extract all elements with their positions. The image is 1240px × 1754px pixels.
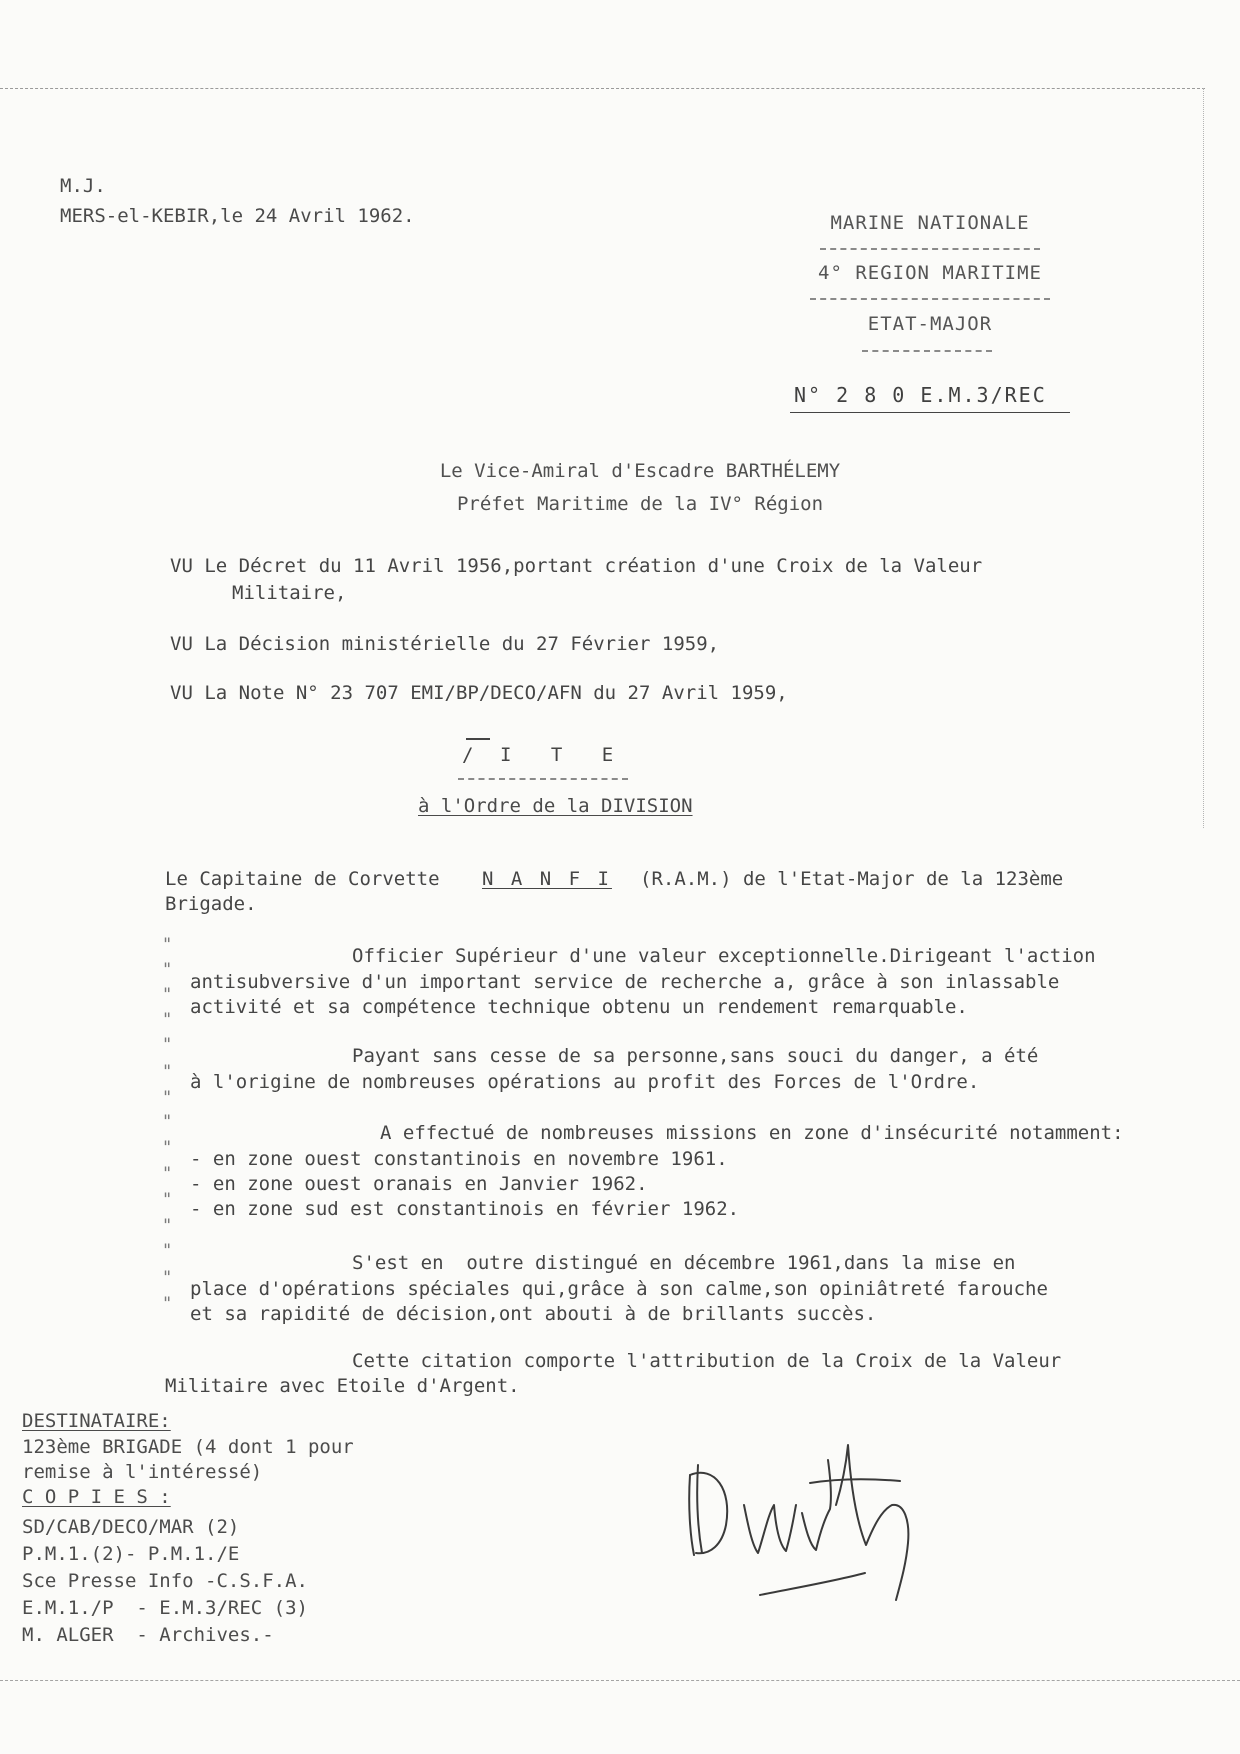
copies-line-2: P.M.1.(2)- P.M.1./E (22, 1543, 240, 1565)
p1-line-2: antisubversive d'un important service de recherche a, grâce à son inlassable (190, 971, 1060, 993)
quote-mark: " (162, 1294, 173, 1314)
p3-line-1: A effectué de nombreuses missions en zone d'insécurité notamment: (380, 1122, 1124, 1144)
p5-line-2: Militaire avec Etoile d'Argent. (165, 1375, 520, 1397)
hq-line-3: ETAT-MAJOR (867, 313, 993, 335)
reference-underline (790, 412, 1070, 413)
right-border-line (1203, 88, 1204, 828)
decorative-rule (862, 350, 992, 352)
quote-mark: " (162, 1164, 173, 1184)
citation-title-initial: / (462, 744, 474, 766)
quote-mark: " (162, 985, 173, 1005)
citation-title-stroke (466, 738, 490, 740)
reference-number: N° 2 8 0 E.M.3/REC (794, 383, 1047, 407)
handwritten-signature (660, 1405, 1000, 1605)
p2-line-2: à l'origine de nombreuses opérations au profit des Forces de l'Ordre. (190, 1071, 980, 1093)
p4-line-1: S'est en outre distingué en décembre 1961,dans la mise en (352, 1252, 1016, 1274)
vu-decree-line-2: Militaire, (232, 582, 347, 604)
copies-label: C O P I E S : (22, 1486, 171, 1508)
p2-line-1: Payant sans cesse de sa personne,sans souci du danger, a été (352, 1045, 1039, 1067)
vu-decree-line-1: VU Le Décret du 11 Avril 1956,portant création d'une Croix de la Valeur (170, 555, 983, 577)
quote-mark: " (162, 1010, 173, 1030)
top-border-line (0, 88, 1205, 89)
vu-decision: VU La Décision ministérielle du 27 Février 1959, (170, 633, 720, 655)
copies-line-4: E.M.1./P - E.M.3/REC (3) (22, 1597, 308, 1619)
authority-line-2: Préfet Maritime de la IV° Région (456, 493, 824, 515)
hq-line-1: MARINE NATIONALE (830, 212, 1030, 234)
quote-mark: " (162, 960, 173, 980)
quote-mark: " (162, 1088, 173, 1108)
decorative-rule (810, 298, 1050, 300)
quote-mark: " (162, 1035, 173, 1055)
decorative-rule (458, 778, 628, 780)
quote-mark: " (162, 1190, 173, 1210)
copies-line-3: Sce Presse Info -C.S.F.A. (22, 1570, 308, 1592)
p3-line-3: - en zone ouest oranais en Janvier 1962. (190, 1173, 648, 1195)
hq-line-2: 4° REGION MARITIME (818, 262, 1042, 284)
p4-line-2: place d'opérations spéciales qui,grâce à son calme,son opiniâtreté farouche (190, 1278, 1048, 1300)
decorative-rule (820, 248, 1040, 250)
p1-line-3: activité et sa compétence technique obtenu un rendement remarquable. (190, 996, 968, 1018)
quote-mark: " (162, 1138, 173, 1158)
p5-line-1: Cette citation comporte l'attribution de la Croix de la Valeur (352, 1350, 1062, 1372)
copies-line-1: SD/CAB/DECO/MAR (2) (22, 1516, 240, 1538)
initials: M.J. (60, 175, 106, 197)
vu-note: VU La Note N° 23 707 EMI/BP/DECO/AFN du 27 Avril 1959, (170, 682, 788, 704)
p4-line-3: et sa rapidité de décision,ont abouti à de brillants succès. (190, 1303, 877, 1325)
recipient-name: N A N F I (482, 868, 612, 890)
quote-mark: " (162, 1241, 173, 1261)
recipient-rank: Le Capitaine de Corvette (165, 868, 440, 890)
destinataire-line-2: remise à l'intéressé) (22, 1461, 263, 1483)
p3-line-4: - en zone sud est constantinois en février 1962. (190, 1198, 740, 1220)
destinataire-label: DESTINATAIRE: (22, 1410, 171, 1432)
place-date: MERS-el-KEBIR,le 24 Avril 1962. (60, 205, 415, 227)
quote-mark: " (162, 1216, 173, 1236)
quote-mark: " (162, 935, 173, 955)
quote-mark: " (162, 1062, 173, 1082)
recipient-line-2: Brigade. (165, 893, 257, 915)
p3-line-2: - en zone ouest constantinois en novembre 1961. (190, 1148, 728, 1170)
recipient-unit: (R.A.M.) de l'Etat-Major de la 123ème (640, 868, 1064, 890)
authority-line-1: Le Vice-Amiral d'Escadre BARTHÉLEMY (439, 460, 841, 482)
copies-line-5: M. ALGER - Archives.- (22, 1624, 274, 1646)
p1-line-1: Officier Supérieur d'une valeur exceptionnelle.Dirigeant l'action (352, 945, 1096, 967)
destinataire-line-1: 123ème BRIGADE (4 dont 1 pour (22, 1436, 354, 1458)
quote-mark: " (162, 1268, 173, 1288)
citation-title: I T E (500, 744, 628, 766)
bottom-border-line (0, 1680, 1240, 1681)
quote-mark: " (162, 1112, 173, 1132)
citation-subtitle: à l'Ordre de la DIVISION (418, 795, 693, 817)
